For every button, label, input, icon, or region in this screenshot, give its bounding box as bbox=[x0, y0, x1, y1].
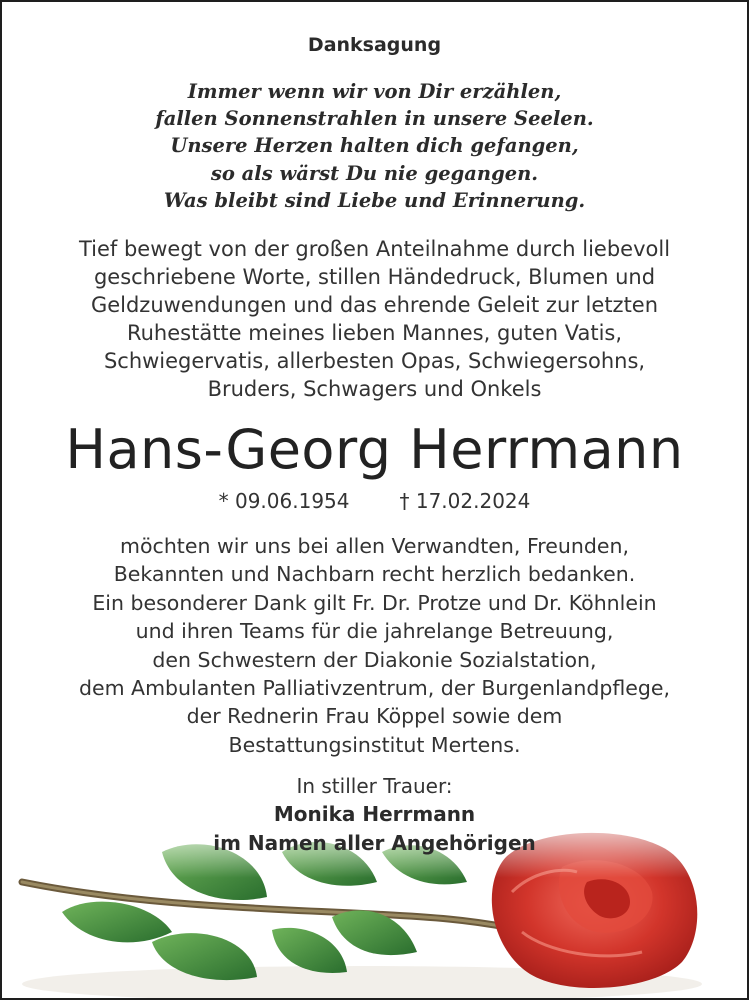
life-dates bbox=[2, 487, 747, 515]
poem-line: so als wärst Du nie gegangen. bbox=[210, 161, 539, 185]
thanks-line: der Rednerin Frau Köppel sowie dem bbox=[186, 704, 563, 729]
notice-title: Danksagung bbox=[307, 34, 442, 56]
birth-date: * 09.06.1954 bbox=[218, 489, 350, 513]
signature-family: im Namen aller Angehörigen bbox=[213, 830, 536, 855]
deceased-name: Hans-Georg Herrmann bbox=[65, 418, 684, 481]
thanks-line: und ihren Teams für die jahrelange Betreuung, bbox=[135, 619, 614, 644]
intro-line: Geldzuwendungen und das ehrende Geleit zur letzten bbox=[90, 293, 659, 317]
thanks-line: Bekannten und Nachbarn recht herzlich bedanken. bbox=[113, 562, 636, 587]
thanks-line: den Schwestern der Diakonie Sozialstation, bbox=[152, 647, 597, 672]
signature bbox=[2, 772, 747, 857]
thanks-line: Ein besonderer Dank gilt Fr. Dr. Protze und Dr. Köhnlein bbox=[92, 590, 657, 615]
thanks-text bbox=[2, 532, 747, 759]
poem-line: Immer wenn wir von Dir erzählen, bbox=[187, 80, 562, 103]
poem-line: Was bleibt sind Liebe und Erinnerung. bbox=[163, 188, 586, 212]
poem-line: Unsere Herzen halten dich gefangen, bbox=[170, 134, 579, 158]
intro-line: Schwiegervatis, allerbesten Opas, Schwiegersohns, bbox=[103, 349, 646, 373]
thanks-line: möchten wir uns bei allen Verwandten, Freunden, bbox=[120, 534, 629, 558]
intro-line: Tief bewegt von der großen Anteilnahme durch liebevoll bbox=[78, 237, 671, 261]
poem-line: fallen Sonnenstrahlen in unsere Seelen. bbox=[155, 107, 594, 131]
death-date: † 17.02.2024 bbox=[399, 489, 531, 513]
signature-name: Monika Herrmann bbox=[273, 802, 476, 827]
signature-intro: In stiller Trauer: bbox=[296, 774, 453, 798]
intro-text bbox=[2, 235, 747, 403]
thanks-line: dem Ambulanten Palliativzentrum, der Burgenlandpflege, bbox=[78, 676, 671, 701]
poem bbox=[2, 78, 747, 214]
intro-line: geschriebene Worte, stillen Händedruck, Blumen und bbox=[93, 265, 656, 289]
thanks-line: Bestattungsinstitut Mertens. bbox=[228, 732, 521, 757]
intro-line: Ruhestätte meines lieben Mannes, guten Vatis, bbox=[126, 321, 623, 345]
intro-line: Bruders, Schwagers und Onkels bbox=[207, 377, 542, 401]
